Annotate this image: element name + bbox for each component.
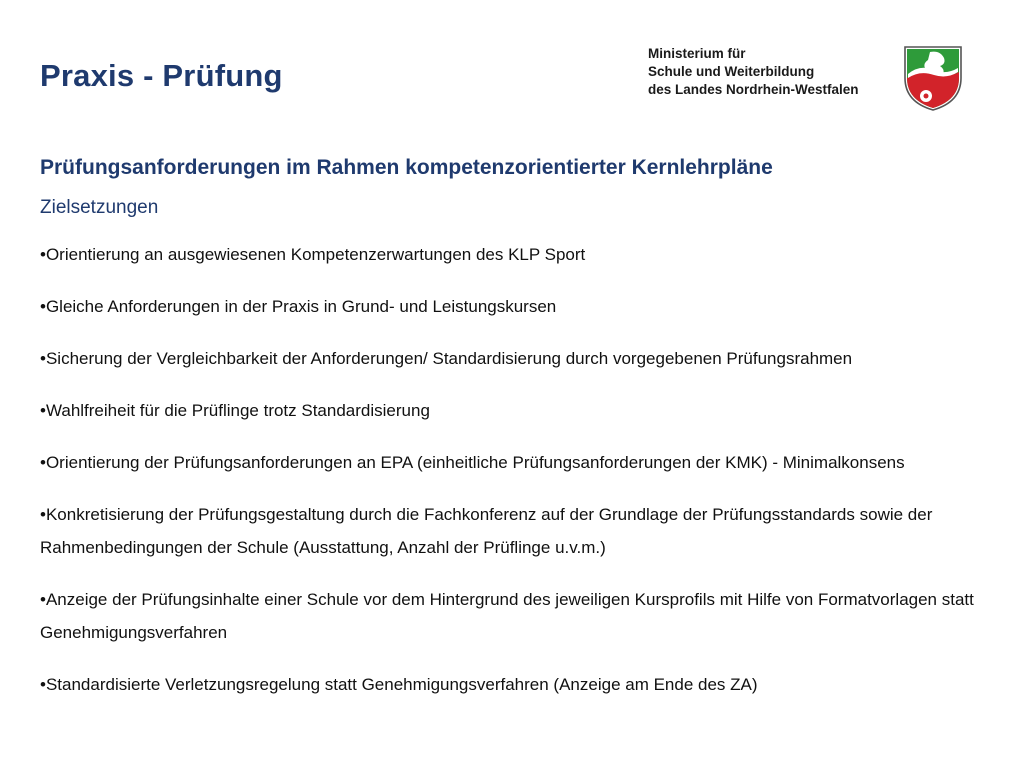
section-label: Zielsetzungen [40, 197, 159, 218]
bullet-item: •Orientierung der Prüfungsanforderungen an EPA (einheitliche Prüfungsanforderungen der KMK) - Minimalkonsens [40, 453, 905, 472]
bullet-item: •Wahlfreiheit für die Prüflinge trotz Standardisierung [40, 401, 430, 420]
ministry-line-1: Ministerium für [648, 46, 746, 61]
slide-title: Praxis - Prüfung [40, 58, 283, 93]
ministry-line-2: Schule und Weiterbildung [648, 64, 815, 79]
bullet-item: •Standardisierte Verletzungsregelung statt Genehmigungsverfahren (Anzeige am Ende des ZA) [40, 675, 758, 694]
bullet-item: •Gleiche Anforderungen in der Praxis in Grund- und Leistungskursen [40, 297, 557, 316]
slide-subtitle: Prüfungsanforderungen im Rahmen kompetenzorientierter Kernlehrpläne [40, 156, 773, 179]
nrw-coat-of-arms-icon [902, 44, 964, 112]
bullet-list [40, 238, 1010, 720]
bullet-item: •Konkretisierung der Prüfungsgestaltung durch die Fachkonferenz auf der Grundlage der Prüfungsstandards sowie der Rahmenbedingungen der Schule (Ausstattung, Anzahl der Prüflinge u.v.m.) [40, 505, 933, 557]
bullet-item: •Orientierung an ausgewiesenen Kompetenzerwartungen des KLP Sport [40, 245, 586, 264]
ministry-name [648, 45, 859, 99]
bullet-item: •Anzeige der Prüfungsinhalte einer Schule vor dem Hintergrund des jeweiligen Kursprofils mit Hilfe von Formatvorlagen statt Genehmigungsverfahren [40, 590, 974, 642]
ministry-line-3: des Landes Nordrhein-Westfalen [648, 82, 859, 97]
bullet-item: •Sicherung der Vergleichbarkeit der Anforderungen/ Standardisierung durch vorgegebenen Prüfungsrahmen [40, 349, 853, 368]
